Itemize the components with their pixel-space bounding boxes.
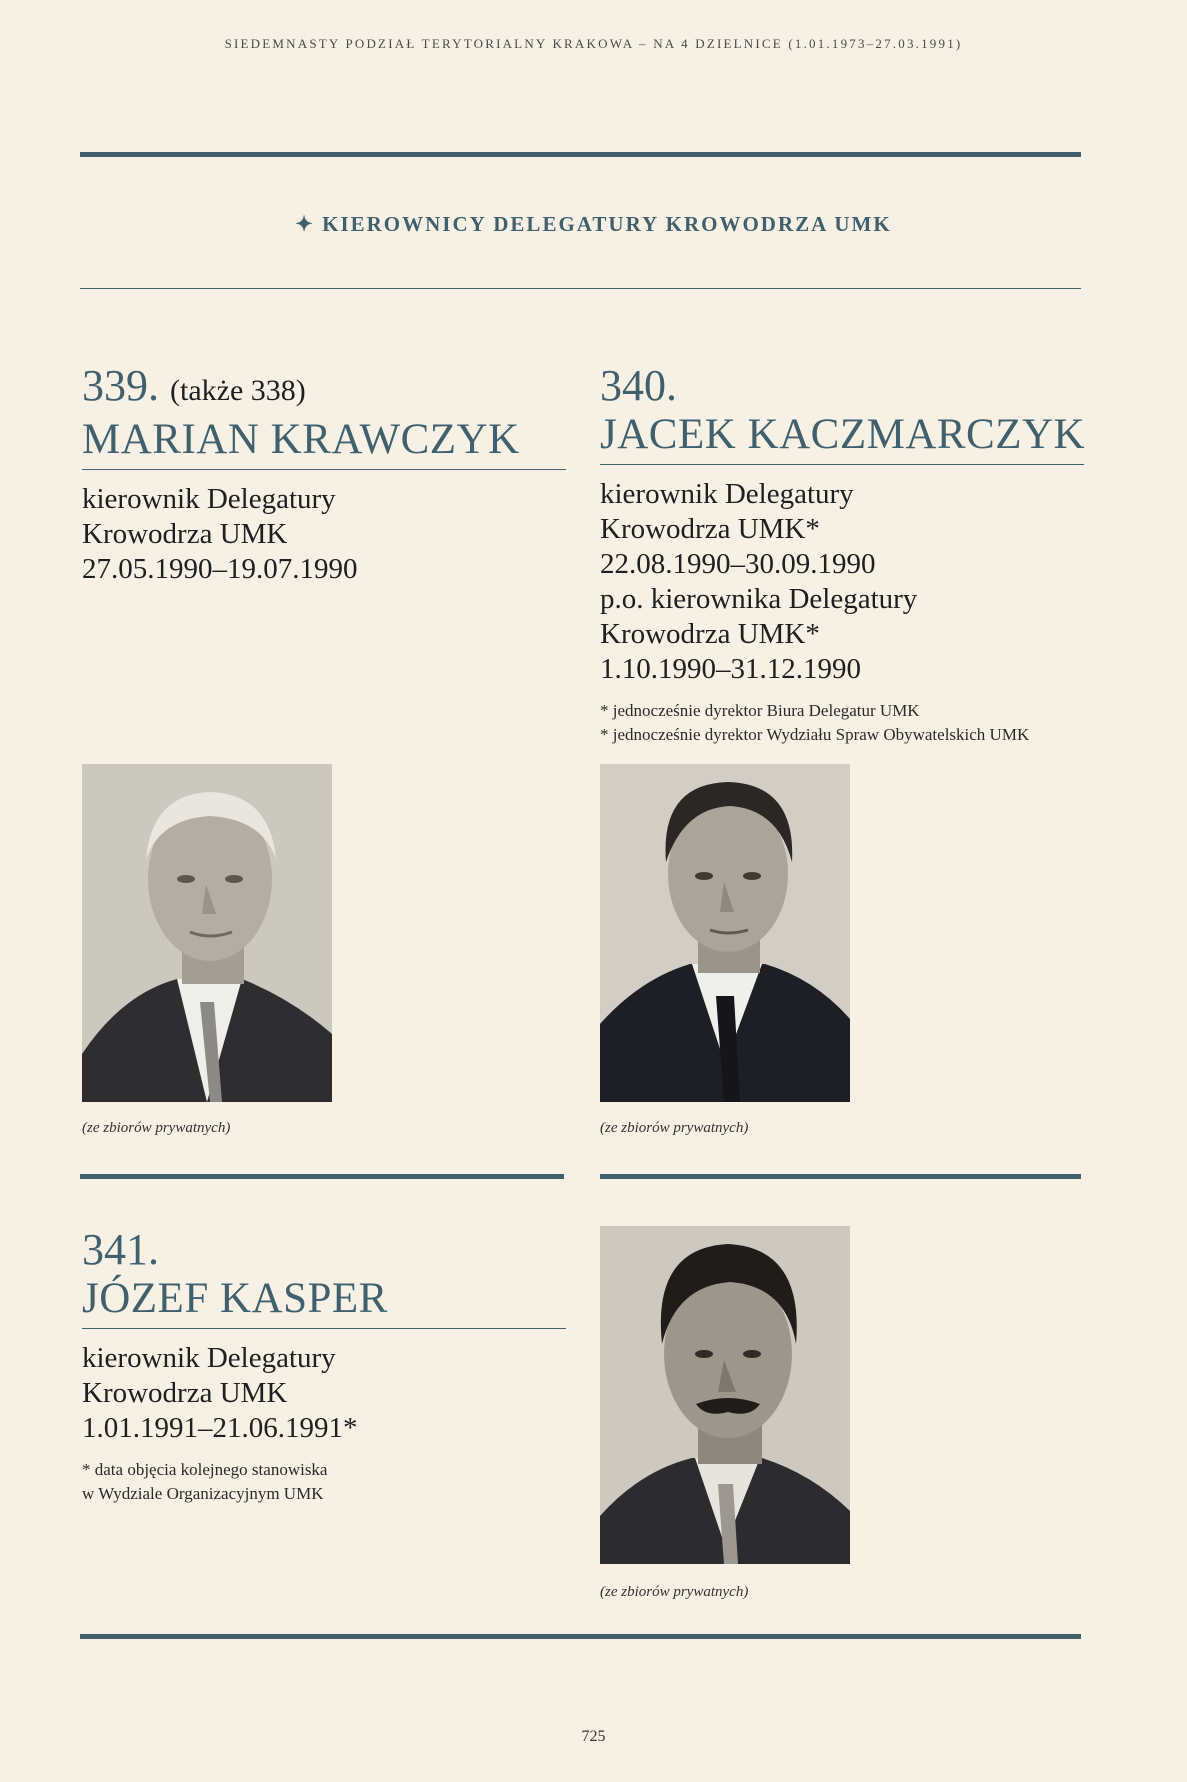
entry-also: (także 338) [170, 374, 306, 407]
entry-name: MARIAN KRAWCZYK [82, 416, 520, 463]
entry-name: JÓZEF KASPER [82, 1275, 388, 1322]
portrait-photo-kaczmarczyk [600, 764, 850, 1102]
entry-number: 339. (także 338) [82, 361, 306, 410]
entry-340 [600, 362, 1100, 747]
entry-name: JACEK KACZMARCZYK [600, 411, 1086, 458]
entry-roles: kierownik Delegatury Krowodrza UMK 1.01.1991–21.06.1991* [82, 1342, 358, 1444]
portrait-photo-krawczyk [82, 764, 332, 1102]
divider-rule-right [600, 1174, 1081, 1179]
name-rule [82, 1328, 566, 1329]
section-title: ✦ KIEROWNICY DELEGATURY KROWODRZA UMK [295, 212, 892, 236]
portrait-photo-kasper [600, 1226, 850, 1564]
running-head: SIEDEMNASTY PODZIAŁ TERYTORIALNY KRAKOWA – NA 4 DZIELNICE (1.01.1973–27.03.1991) [224, 36, 963, 51]
entry-number: 340. [600, 361, 677, 410]
name-rule [600, 464, 1084, 465]
page-number: 725 [581, 1728, 606, 1745]
entry-339 [82, 362, 582, 587]
photo-caption: (ze zbiorów prywatnych) [600, 1120, 749, 1136]
entry-roles: kierownik Delegatury Krowodrza UMK 27.05.1990–19.07.1990 [82, 483, 358, 585]
entry-roles: kierownik Delegatury Krowodrza UMK* 22.08.1990–30.09.1990 p.o. kierownika Delegatury Krowodrza UMK* 1.10.1990–31.12.1990 [600, 478, 918, 685]
entry-notes: * jednocześnie dyrektor Biura Delegatur UMK * jednocześnie dyrektor Wydziału Spraw Obywatelskich UMK [600, 701, 1030, 744]
photo-caption: (ze zbiorów prywatnych) [82, 1120, 231, 1136]
photo-caption: (ze zbiorów prywatnych) [600, 1584, 749, 1600]
entry-341 [82, 1226, 582, 1506]
divider-rule-left [80, 1174, 564, 1179]
entry-notes: * data objęcia kolejnego stanowiska w Wydziale Organizacyjnym UMK [82, 1460, 328, 1503]
name-rule [82, 469, 566, 470]
entry-number: 341. [82, 1225, 159, 1274]
section-rule [80, 288, 1081, 289]
top-rule [80, 152, 1081, 157]
bottom-rule [80, 1634, 1081, 1639]
